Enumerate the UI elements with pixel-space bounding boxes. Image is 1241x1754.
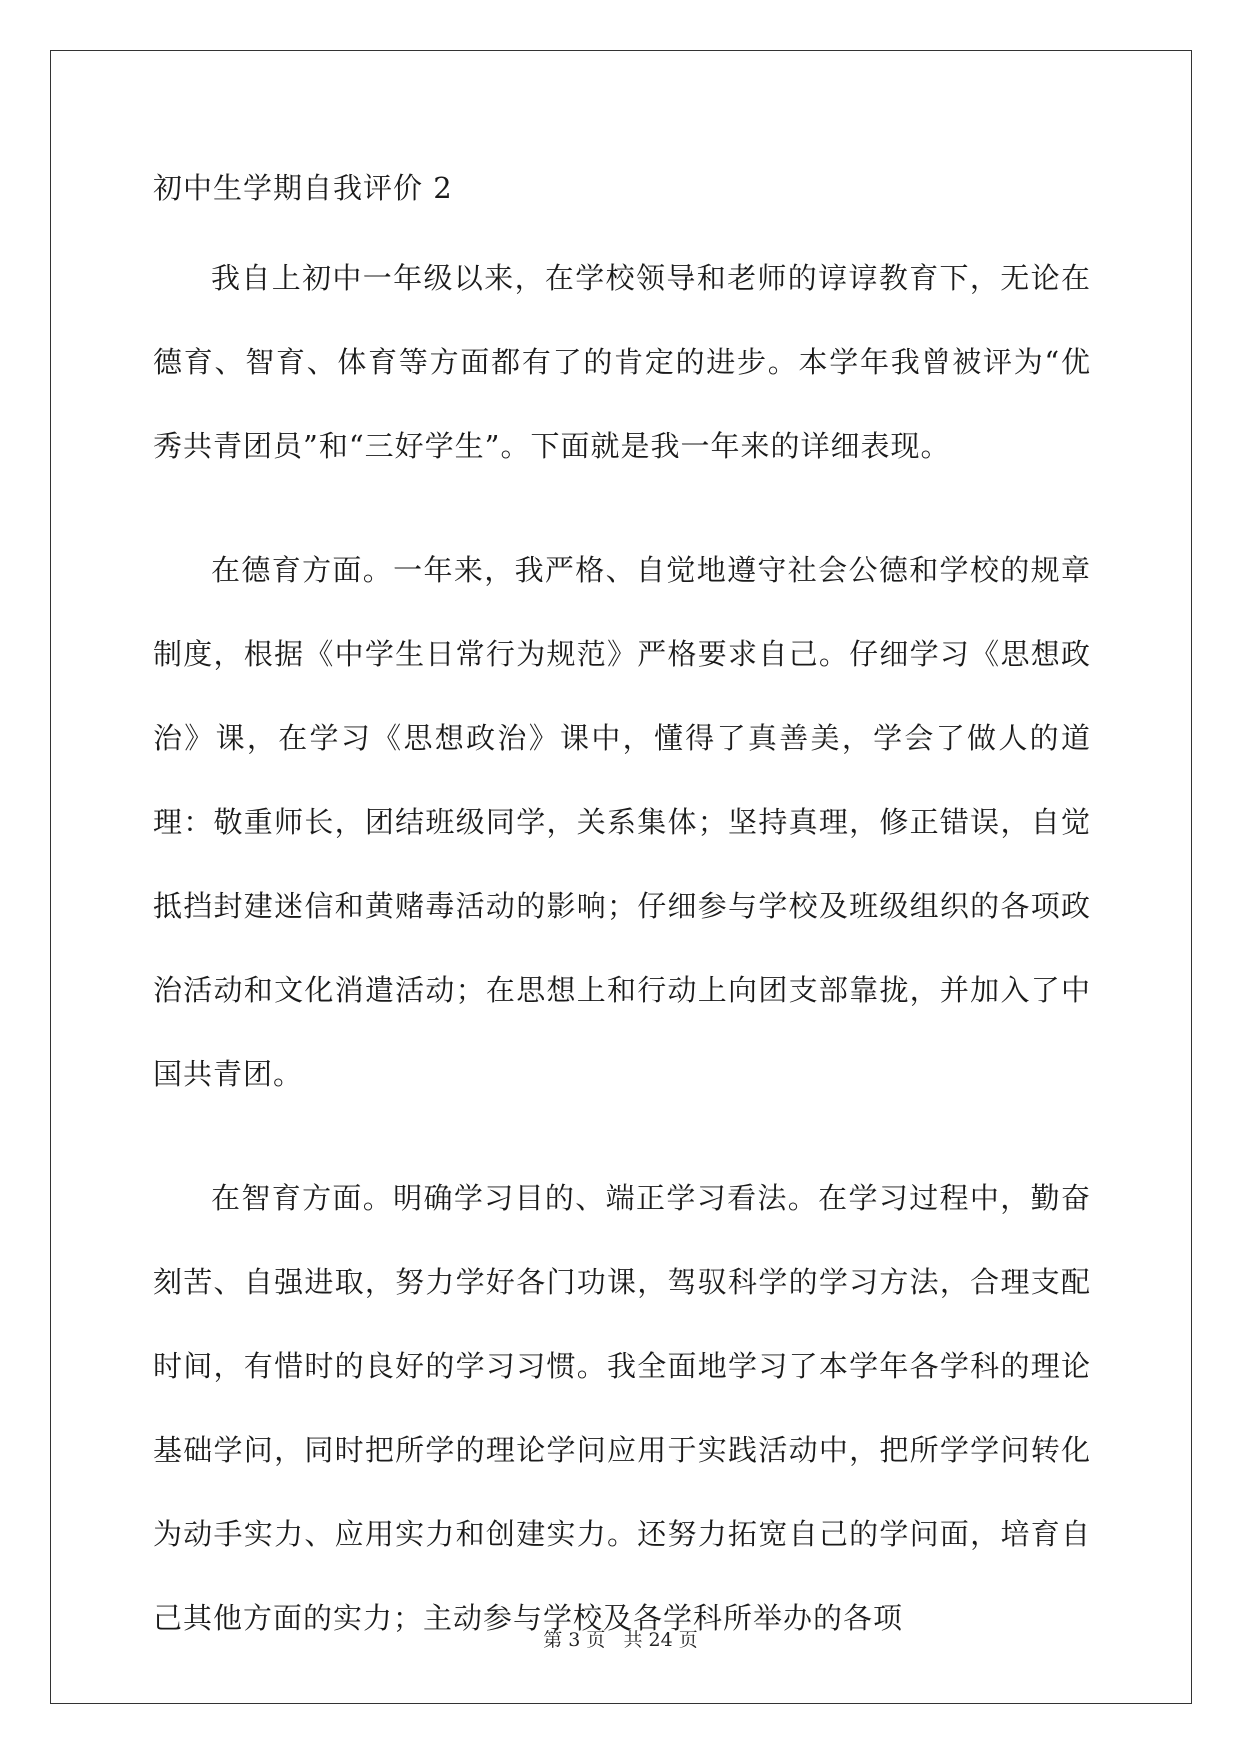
document-body xyxy=(153,164,1091,1700)
paragraph-intellectual-education: 在智育方面。明确学习目的、端正学习看法。在学习过程中，勤奋刻苦、自强进取，努力学好各门功课，驾驭科学的学习方法，合理支配时间，有惜时的良好的学习习惯。我全面地学习了本学年各学科的理论基础学问，同时把所学的理论学问应用于实践活动中，把所学学问转化为动手实力、应用实力和创建实力。还努力拓宽自己的学问面，培育自己其他方面的实力；主动参与学校及各学科所举办的各项 xyxy=(153,1181,1091,1635)
document-title: 初中生学期自我评价 2 xyxy=(153,171,453,205)
page-number: 第 3 页 xyxy=(543,1629,606,1651)
paragraph-moral-education: 在德育方面。一年来，我严格、自觉地遵守社会公德和学校的规章制度，根据《中学生日常行为规范》严格要求自己。仔细学习《思想政治》课，在学习《思想政治》课中，懂得了真善美，学会了做人的道理：敬重师长，团结班级同学，关系集体；坚持真理，修正错误，自觉抵挡封建迷信和黄赌毒活动的影响；仔细参与学校及班级组织的各项政治活动和文化消遣活动；在思想上和行动上向团支部靠拢，并加入了中国共青团。 xyxy=(153,553,1091,1091)
page-total: 共 24 页 xyxy=(623,1629,698,1651)
paragraph-intro: 我自上初中一年级以来，在学校领导和老师的谆谆教育下，无论在德育、智育、体育等方面都有了的肯定的进步。本学年我曾被评为“优秀共青团员”和“三好学生”。下面就是我一年来的详细表现。 xyxy=(153,261,1091,463)
page-footer xyxy=(0,1625,1241,1652)
